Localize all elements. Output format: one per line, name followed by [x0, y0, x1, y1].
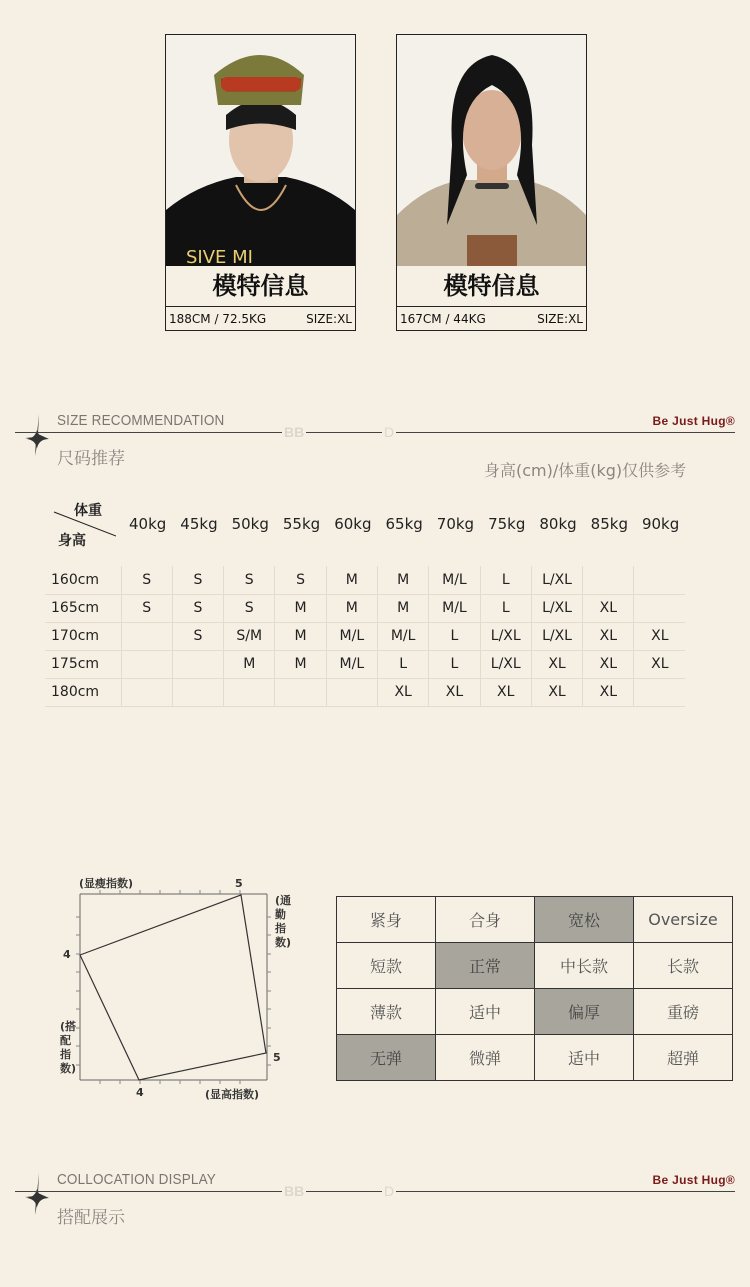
weight-column-header: 80kg — [539, 515, 577, 533]
size-cell: M — [377, 594, 428, 622]
table-row — [45, 678, 685, 706]
divider-line — [15, 432, 735, 433]
brand-watermark: BB — [284, 424, 305, 440]
table-row — [45, 566, 685, 594]
weight-column-header: 50kg — [231, 515, 269, 533]
size-cell: M — [326, 594, 377, 622]
fabric-attributes-table — [336, 896, 733, 1081]
table-row — [45, 594, 685, 622]
size-cell: M — [326, 566, 377, 594]
commute-index-label: (通勤指数) — [275, 894, 292, 949]
commute-index-value: 5 — [273, 1051, 281, 1064]
attribute-cell: 微弹 — [436, 1035, 535, 1081]
size-cell: XL — [377, 678, 428, 706]
height-cell: 175cm — [45, 650, 121, 678]
size-cell: M/L — [429, 566, 480, 594]
reference-note: 身高(cm)/体重(kg)仅供参考 — [484, 461, 687, 480]
svg-text:SIVE MI: SIVE MI — [186, 247, 253, 266]
size-cell: L — [429, 650, 480, 678]
size-cell: L — [480, 594, 531, 622]
attribute-cell-selected: 无弹 — [337, 1035, 436, 1081]
size-cell: L/XL — [531, 566, 582, 594]
size-cell — [121, 622, 172, 650]
size-cell: L/XL — [531, 594, 582, 622]
model-info-title: 模特信息 — [212, 272, 309, 300]
size-cell: XL — [480, 678, 531, 706]
size-cell: M — [224, 650, 275, 678]
model-height-weight: 167CM / 44KG — [400, 312, 486, 326]
fit-index-chart — [55, 872, 295, 1107]
size-cell — [583, 566, 634, 594]
match-index-value: 4 — [63, 948, 71, 961]
size-cell: L/XL — [531, 622, 582, 650]
attribute-cell: 适中 — [535, 1035, 634, 1081]
section-title-en: SIZE RECOMMENDATION — [57, 412, 225, 429]
size-cell: XL — [531, 678, 582, 706]
height-index-value: 4 — [136, 1086, 144, 1099]
sparkle-icon — [25, 1171, 49, 1215]
size-cell — [634, 594, 685, 622]
size-cell — [121, 650, 172, 678]
size-cell: M/L — [429, 594, 480, 622]
size-cell: XL — [583, 622, 634, 650]
weight-header-row — [122, 515, 686, 533]
size-table — [45, 566, 685, 707]
sparkle-icon — [25, 412, 49, 456]
brand-logo: Be Just Hug® — [652, 414, 735, 428]
size-cell: M/L — [326, 650, 377, 678]
size-cell — [634, 678, 685, 706]
weight-column-header: 55kg — [282, 515, 321, 533]
size-cell: S — [172, 566, 223, 594]
size-cell — [224, 678, 275, 706]
attribute-row — [337, 943, 733, 989]
weight-column-header: 70kg — [436, 515, 475, 533]
size-cell: S — [121, 566, 172, 594]
model-stats-row — [166, 306, 355, 330]
size-cell: XL — [634, 650, 685, 678]
size-cell: XL — [583, 594, 634, 622]
size-cell: XL — [429, 678, 480, 706]
size-cell — [121, 678, 172, 706]
section-title-zh: 尺码推荐 — [57, 449, 125, 469]
size-cell: XL — [531, 650, 582, 678]
weight-column-header: 85kg — [590, 515, 628, 533]
weight-column-header: 65kg — [385, 515, 423, 533]
size-cell: S/M — [224, 622, 275, 650]
weight-column-header: 90kg — [641, 515, 680, 533]
model-height-weight: 188CM / 72.5KG — [169, 312, 267, 326]
size-cell: S — [224, 594, 275, 622]
height-cell: 170cm — [45, 622, 121, 650]
section-title-en: COLLOCATION DISPLAY — [57, 1171, 216, 1188]
section-title-zh: 搭配展示 — [57, 1208, 125, 1228]
size-cell: L — [480, 566, 531, 594]
size-cell: L/XL — [480, 650, 531, 678]
height-cell: 165cm — [45, 594, 121, 622]
size-cell: M — [377, 566, 428, 594]
brand-watermark: D — [384, 424, 395, 440]
size-cell: L — [377, 650, 428, 678]
attribute-cell: 紧身 — [337, 897, 436, 943]
height-index-label: (显高指数) — [205, 1088, 260, 1101]
table-row — [45, 622, 685, 650]
model-card-female — [396, 34, 587, 331]
size-cell: M/L — [326, 622, 377, 650]
match-index-label: (搭配指数) — [60, 1020, 77, 1075]
size-cell: M — [275, 650, 326, 678]
size-cell: M — [275, 594, 326, 622]
size-cell: S — [172, 622, 223, 650]
weight-column-header: 60kg — [334, 515, 372, 533]
size-cell: S — [275, 566, 326, 594]
size-cell: S — [121, 594, 172, 622]
attribute-cell: 短款 — [337, 943, 436, 989]
size-cell — [172, 650, 223, 678]
size-cell — [172, 678, 223, 706]
collocation-section-header — [0, 1171, 750, 1231]
size-cell: M — [275, 622, 326, 650]
size-cell — [275, 678, 326, 706]
size-cell: XL — [583, 650, 634, 678]
attribute-cell: 薄款 — [337, 989, 436, 1035]
attribute-row — [337, 897, 733, 943]
size-cell: S — [224, 566, 275, 594]
size-cell: L — [429, 622, 480, 650]
fit-index-plot — [55, 872, 295, 1107]
height-cell: 160cm — [45, 566, 121, 594]
model-size: SIZE:XL — [537, 312, 583, 326]
attribute-cell: 中长款 — [535, 943, 634, 989]
brand-logo: Be Just Hug® — [652, 1173, 735, 1187]
model-photo-female — [397, 35, 586, 266]
attribute-cell: 合身 — [436, 897, 535, 943]
size-cell: L/XL — [480, 622, 531, 650]
attribute-cell-selected: 偏厚 — [535, 989, 634, 1035]
attribute-row — [337, 1035, 733, 1081]
slim-index-label: (显瘦指数) — [79, 877, 134, 890]
size-cell: M/L — [377, 622, 428, 650]
height-weight-corner — [52, 500, 116, 548]
divider-line — [15, 1191, 735, 1192]
size-cell — [326, 678, 377, 706]
attribute-cell: 适中 — [436, 989, 535, 1035]
model-photo-male — [166, 35, 355, 266]
weight-column-header: 45kg — [180, 515, 218, 533]
attribute-row — [337, 989, 733, 1035]
attribute-cell-selected: 宽松 — [535, 897, 634, 943]
brand-watermark: BB — [284, 1183, 305, 1199]
model-size: SIZE:XL — [306, 312, 352, 326]
size-cell — [634, 566, 685, 594]
height-cell: 180cm — [45, 678, 121, 706]
size-cell: XL — [583, 678, 634, 706]
size-cell: XL — [634, 622, 685, 650]
attribute-cell: 超弹 — [634, 1035, 733, 1081]
weight-column-header: 75kg — [488, 515, 526, 533]
attribute-cell-selected: 正常 — [436, 943, 535, 989]
attribute-cell: 长款 — [634, 943, 733, 989]
weight-label: 体重 — [74, 503, 102, 519]
size-cell: S — [172, 594, 223, 622]
attribute-cell: Oversize — [634, 897, 733, 943]
model-info-title: 模特信息 — [443, 272, 540, 300]
brand-watermark: D — [384, 1183, 395, 1199]
height-label: 身高 — [58, 533, 86, 549]
weight-column-header: 40kg — [129, 515, 167, 533]
model-card-male — [165, 34, 356, 331]
model-stats-row — [397, 306, 586, 330]
attribute-cell: 重磅 — [634, 989, 733, 1035]
slim-index-value: 5 — [235, 877, 243, 890]
table-row — [45, 650, 685, 678]
